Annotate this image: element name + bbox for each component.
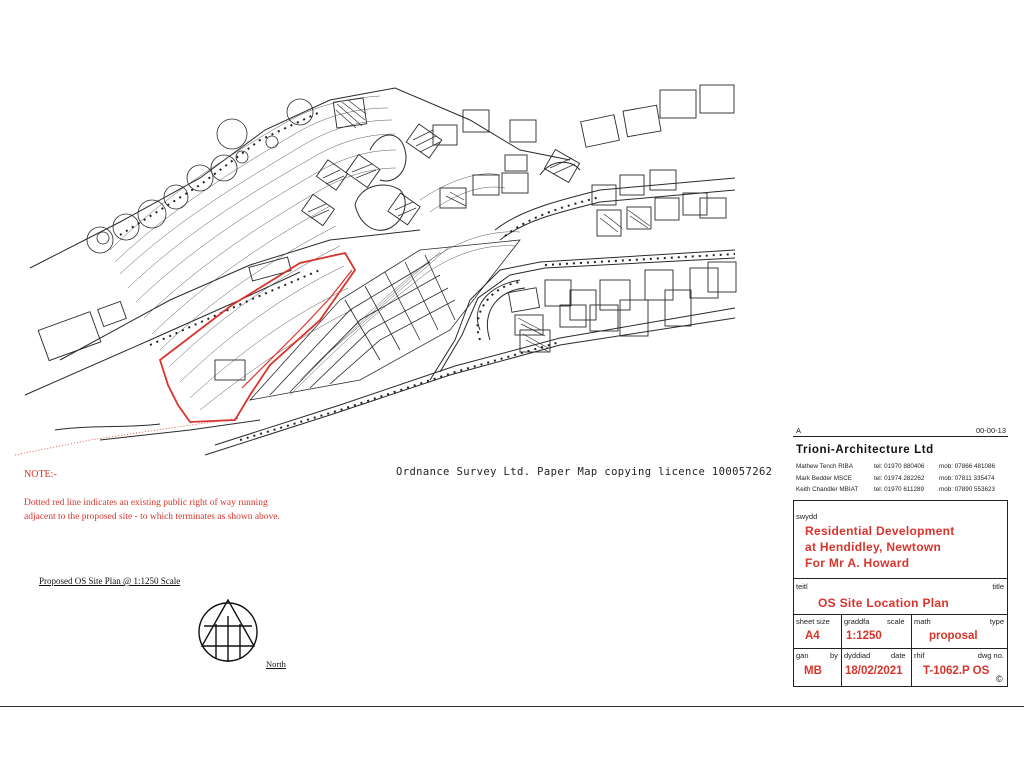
divider bbox=[793, 500, 794, 687]
divider bbox=[793, 648, 1008, 649]
title-label-cy: teitl bbox=[796, 582, 808, 591]
drawing-title: OS Site Location Plan bbox=[818, 596, 949, 610]
road-markings bbox=[120, 112, 735, 440]
divider bbox=[1007, 500, 1008, 687]
contact-name-3: Keith Chandler MBIAT bbox=[796, 486, 859, 493]
dwg-number-value: T-1062.P OS bbox=[923, 665, 990, 677]
copyright-icon: © bbox=[996, 674, 1003, 684]
firm-name: Trioni-Architecture Ltd bbox=[796, 444, 934, 456]
sheet-size-label: sheet size bbox=[796, 617, 830, 626]
note-title: NOTE:- bbox=[24, 469, 57, 480]
revision-letter: A bbox=[796, 426, 802, 435]
contact-tel-1: tel: 01970 880406 bbox=[874, 463, 925, 470]
project-label: swydd bbox=[796, 512, 818, 521]
project-line-1: Residential Development bbox=[805, 524, 955, 538]
title-label-en: title bbox=[992, 582, 1004, 591]
scale-value: 1:1250 bbox=[846, 630, 882, 642]
scale-label-en: scale bbox=[887, 617, 905, 626]
scale-label-cy: graddfa bbox=[844, 617, 870, 626]
by-label-en: by bbox=[830, 651, 838, 660]
type-label-cy: math bbox=[914, 617, 931, 626]
contact-mob-3: mob: 07890 553623 bbox=[939, 486, 996, 493]
contact-name-1: Mathew Tench RIBA bbox=[796, 463, 853, 470]
divider bbox=[793, 614, 1008, 615]
divider bbox=[793, 578, 1008, 579]
type-label-en: type bbox=[989, 617, 1004, 626]
by-value: MB bbox=[804, 665, 822, 677]
north-label: North bbox=[266, 659, 286, 669]
hatched-plots bbox=[308, 100, 650, 352]
dwg-label-en: dwg no. bbox=[977, 651, 1004, 660]
contact-mob-1: mob: 07866 481086 bbox=[939, 463, 996, 470]
licence-text: Ordnance Survey Ltd. Paper Map copying licence 100057262 bbox=[396, 466, 773, 478]
divider bbox=[841, 614, 842, 687]
by-label-cy: gan bbox=[796, 651, 809, 660]
site-plan-drawing bbox=[0, 0, 760, 460]
contact-tel-2: tel: 01974 282262 bbox=[874, 475, 925, 482]
title-block bbox=[793, 424, 1008, 687]
divider bbox=[911, 614, 912, 687]
revision-code: 00-00-13 bbox=[975, 426, 1006, 435]
divider bbox=[793, 686, 1008, 687]
note-body: Dotted red line indicates an existing public right of way running adjacent to the proposed site - to which terminates as shown above. bbox=[24, 498, 280, 522]
north-arrow-icon bbox=[190, 596, 272, 668]
divider bbox=[793, 500, 1008, 501]
dwg-label-cy: rhif bbox=[914, 651, 925, 660]
contour-lines bbox=[110, 96, 520, 410]
sheet-bottom-border bbox=[0, 706, 1024, 707]
scale-caption: Proposed OS Site Plan @ 1:1250 Scale bbox=[39, 576, 181, 586]
divider bbox=[793, 436, 1008, 437]
contact-mob-2: mob: 07811 335474 bbox=[939, 475, 995, 482]
type-value: proposal bbox=[929, 630, 978, 642]
contact-name-2: Mark Bedder MSCE bbox=[796, 475, 852, 482]
project-line-2: at Hendidley, Newtown bbox=[805, 540, 942, 554]
road-and-boundary-lines bbox=[25, 88, 735, 455]
site-building-footprints bbox=[38, 85, 736, 380]
date-label-cy: dyddiad bbox=[844, 651, 871, 660]
date-value: 18/02/2021 bbox=[845, 665, 903, 677]
date-label-en: date bbox=[891, 651, 906, 660]
sheet-size-value: A4 bbox=[805, 630, 820, 642]
project-line-3: For Mr A. Howard bbox=[805, 556, 910, 570]
contact-tel-3: tel: 01970 611289 bbox=[874, 486, 924, 493]
